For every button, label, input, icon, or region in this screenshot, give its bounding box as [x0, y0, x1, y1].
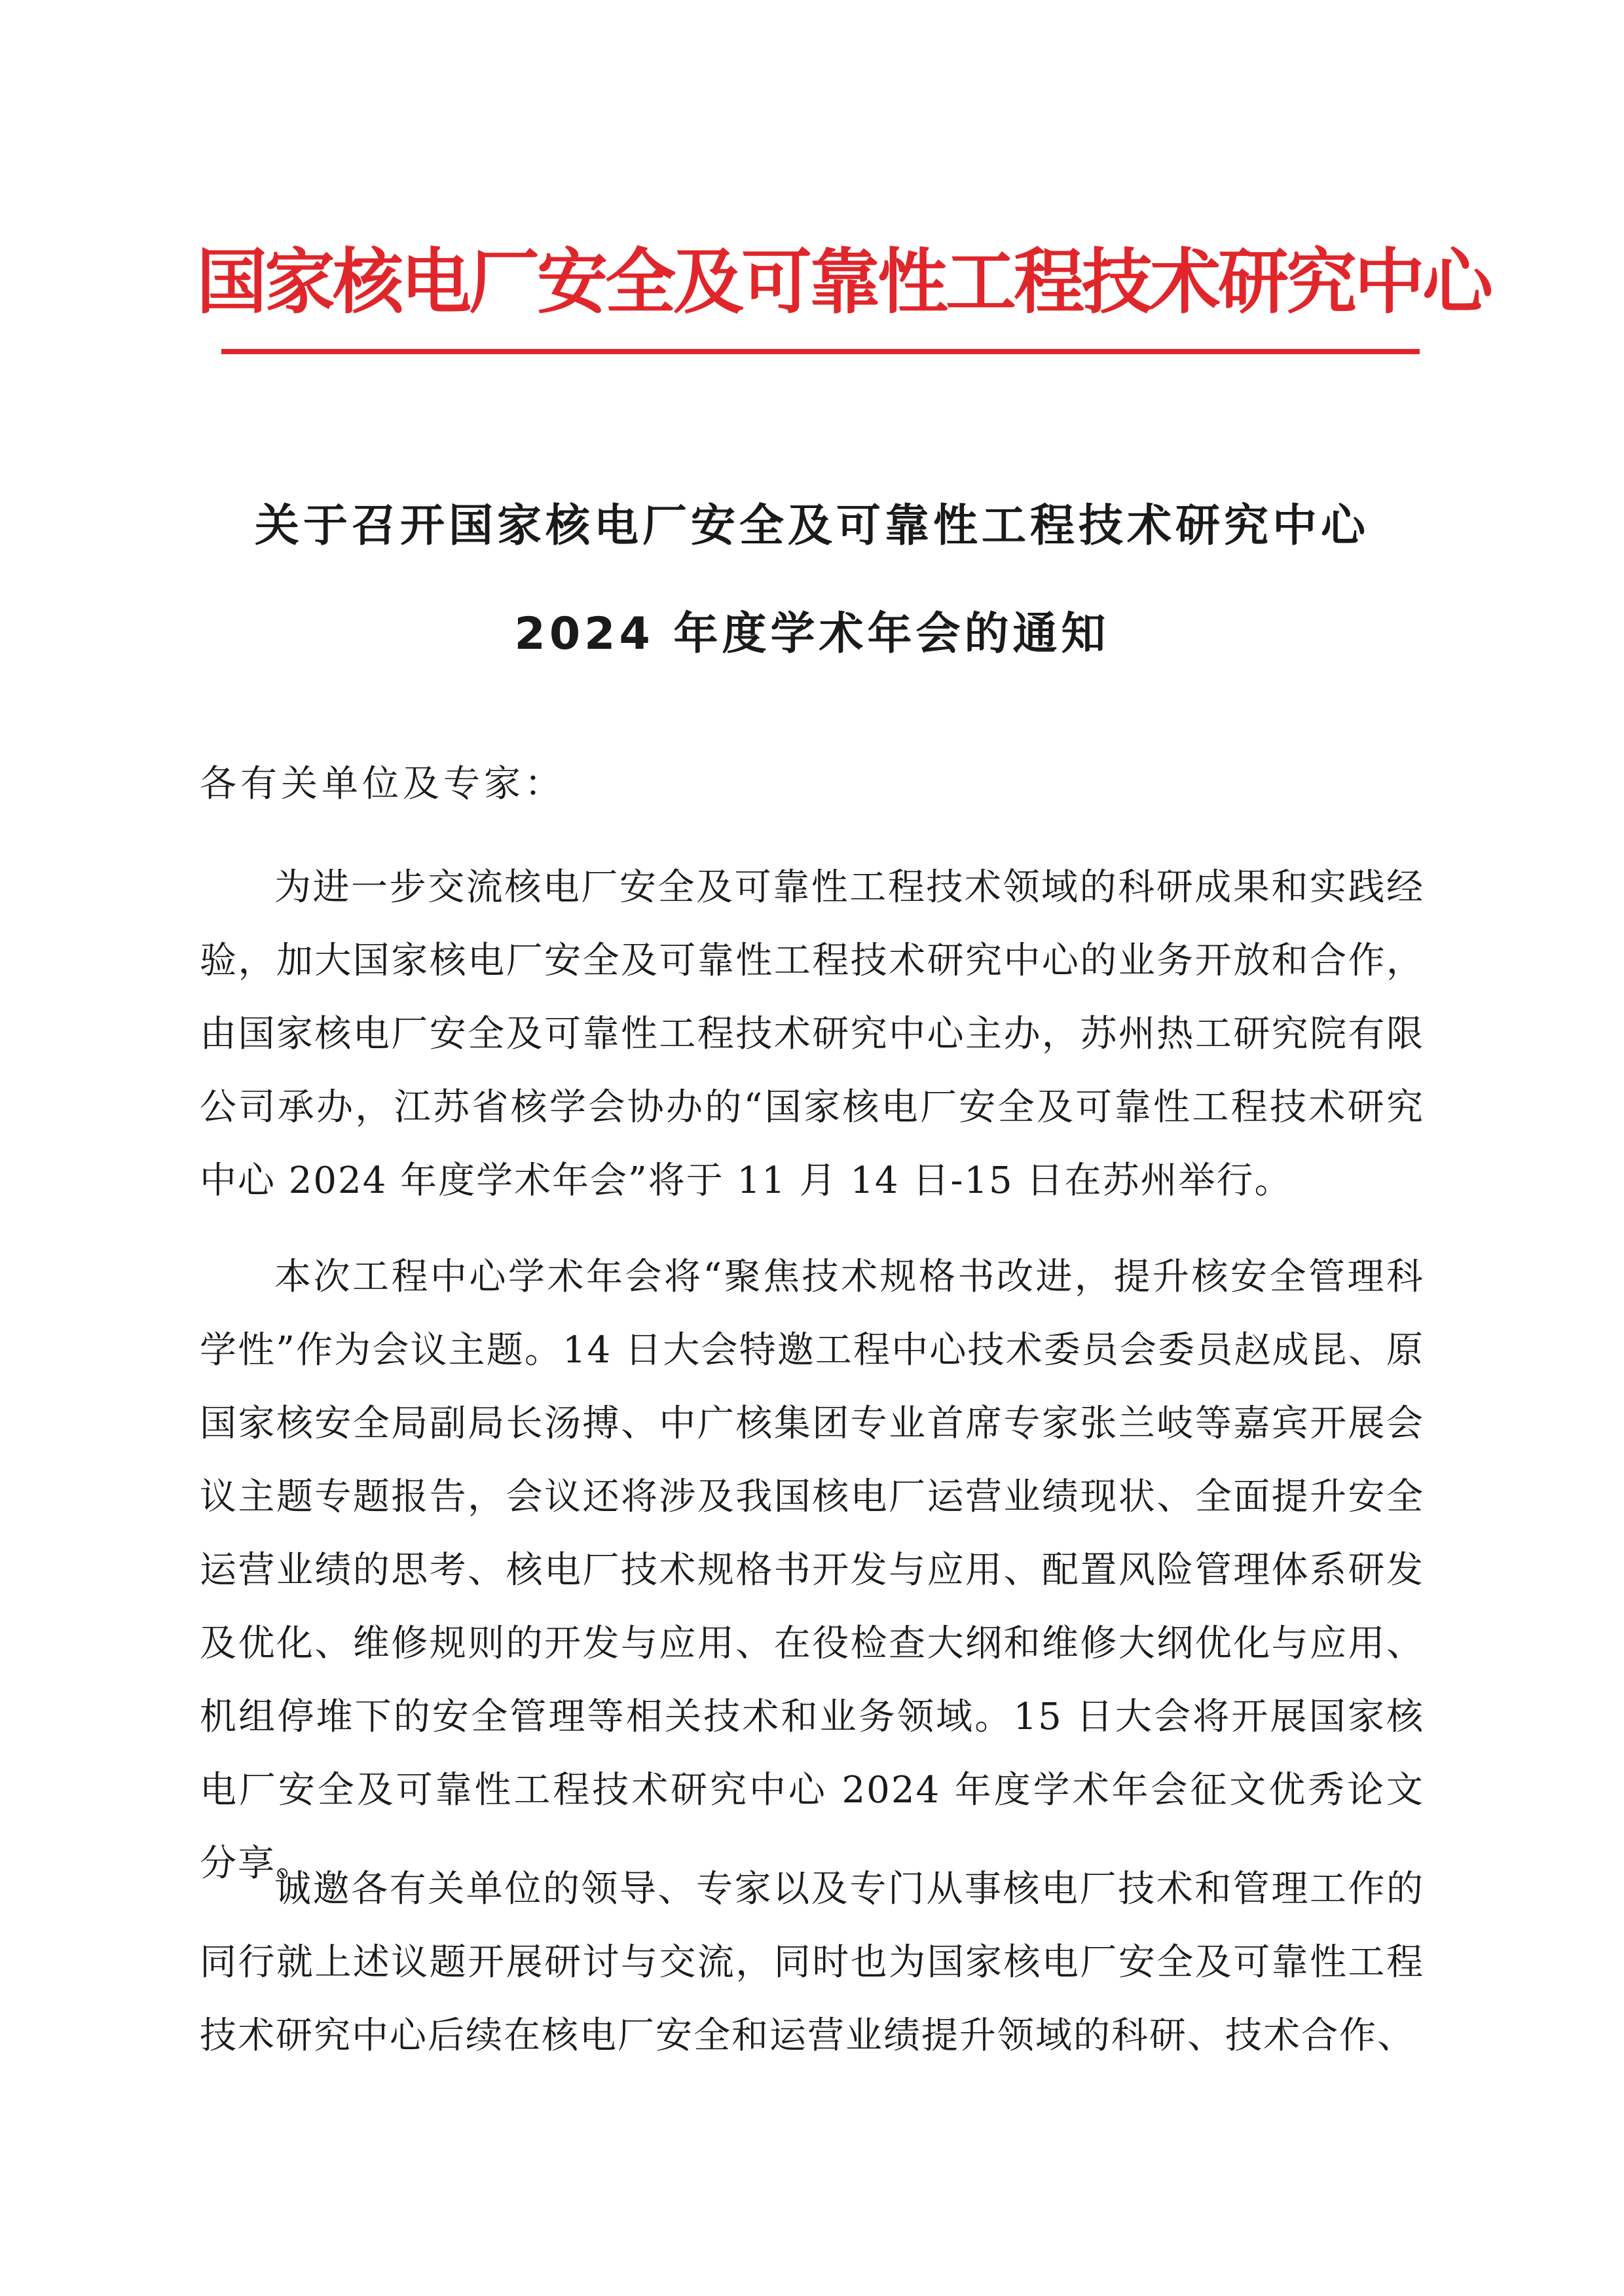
body-paragraph-1: 为进一步交流核电厂安全及可靠性工程技术领域的科研成果和实践经验，加大国家核电厂安全及可靠性工程技术研究中心的业务开放和合作，由国家核电厂安全及可靠性工程技术研究中心主办，苏州热工研究院有限公司承办，江苏省核学会协办的“国家核电厂安全及可靠性工程技术研究中心 2024 年度学术年会”将于 11 月 14 日-15 日在苏州举行。: [200, 866, 1424, 1202]
letterhead-red-rule: [221, 349, 1420, 354]
letterhead-org-name: 国家核电厂安全及可靠性工程技术研究中心: [196, 242, 1491, 323]
document-title-line-2: 2024 年度学术年会的通知: [514, 608, 1110, 660]
document-title-line-1: 关于召开国家核电厂安全及可靠性工程技术研究中心: [254, 500, 1369, 552]
salutation: 各有关单位及专家：: [200, 763, 565, 805]
body-paragraph-2: 本次工程中心学术年会将“聚焦技术规格书改进，提升核安全管理科学性”作为会议主题。14 日大会特邀工程中心技术委员会委员赵成昆、原国家核安全局副局长汤搏、中广核集团专业首席专家张兰岐等嘉宾开展会议主题专题报告，会议还将涉及我国核电厂运营业绩现状、全面提升安全运营业绩的思考、核电厂技术规格书开发与应用、配置风险管理体系研发及优化、维修规则的开发与应用、在役检查大纲和维修大纲优化与应用、机组停堆下的安全管理等相关技术和业务领域。15 日大会将开展国家核电厂安全及可靠性工程技术研究中心 2024 年度学术年会征文优秀论文分享。: [200, 1256, 1424, 1885]
body-paragraph-3: 诚邀各有关单位的领导、专家以及专门从事核电厂技术和管理工作的同行就上述议题开展研讨与交流，同时也为国家核电厂安全及可靠性工程技术研究中心后续在核电厂安全和运营业绩提升领域的科研、技术合作、: [200, 1868, 1424, 2057]
